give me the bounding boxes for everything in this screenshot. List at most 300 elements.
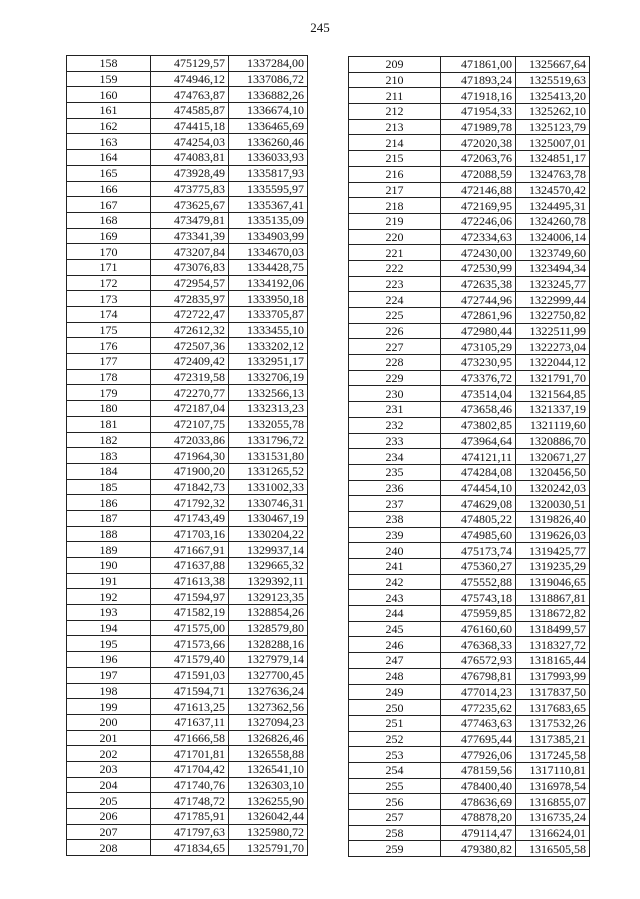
coordinates-table-left bbox=[66, 55, 308, 856]
point-number-cell: 187 bbox=[67, 510, 151, 526]
y-coordinate-cell: 1329665,32 bbox=[229, 558, 308, 574]
x-coordinate-cell: 473479,81 bbox=[151, 212, 229, 228]
point-number-cell: 167 bbox=[67, 197, 151, 213]
table-row bbox=[67, 448, 308, 464]
table-row bbox=[67, 307, 308, 323]
table-row bbox=[67, 730, 308, 746]
x-coordinate-cell: 475129,57 bbox=[151, 56, 229, 72]
point-number-cell: 240 bbox=[349, 543, 441, 559]
point-number-cell: 182 bbox=[67, 432, 151, 448]
x-coordinate-cell: 474985,60 bbox=[441, 527, 516, 543]
table-row bbox=[349, 308, 590, 324]
x-coordinate-cell: 474083,81 bbox=[151, 150, 229, 166]
table-row bbox=[67, 558, 308, 574]
table-row bbox=[67, 620, 308, 636]
table-row bbox=[349, 119, 590, 135]
y-coordinate-cell: 1336033,93 bbox=[229, 150, 308, 166]
table-row bbox=[349, 590, 590, 606]
table-row bbox=[67, 134, 308, 150]
point-number-cell: 177 bbox=[67, 354, 151, 370]
point-number-cell: 174 bbox=[67, 307, 151, 323]
point-number-cell: 203 bbox=[67, 761, 151, 777]
x-coordinate-cell: 475743,18 bbox=[441, 590, 516, 606]
y-coordinate-cell: 1319235,29 bbox=[516, 559, 590, 575]
table-row bbox=[349, 700, 590, 716]
point-number-cell: 185 bbox=[67, 479, 151, 495]
point-number-cell: 170 bbox=[67, 244, 151, 260]
table-row bbox=[67, 228, 308, 244]
table-row bbox=[349, 747, 590, 763]
y-coordinate-cell: 1330204,22 bbox=[229, 526, 308, 542]
y-coordinate-cell: 1331796,72 bbox=[229, 432, 308, 448]
y-coordinate-cell: 1320456,50 bbox=[516, 464, 590, 480]
x-coordinate-cell: 475360,27 bbox=[441, 559, 516, 575]
point-number-cell: 244 bbox=[349, 606, 441, 622]
y-coordinate-cell: 1324495,31 bbox=[516, 198, 590, 214]
table-row bbox=[349, 543, 590, 559]
point-number-cell: 166 bbox=[67, 181, 151, 197]
table-row bbox=[67, 809, 308, 825]
y-coordinate-cell: 1332951,17 bbox=[229, 354, 308, 370]
y-coordinate-cell: 1329392,11 bbox=[229, 573, 308, 589]
point-number-cell: 172 bbox=[67, 275, 151, 291]
y-coordinate-cell: 1336465,69 bbox=[229, 118, 308, 134]
table-row bbox=[67, 605, 308, 621]
y-coordinate-cell: 1317245,58 bbox=[516, 747, 590, 763]
point-number-cell: 248 bbox=[349, 668, 441, 684]
table-row bbox=[67, 526, 308, 542]
x-coordinate-cell: 471748,72 bbox=[151, 793, 229, 809]
x-coordinate-cell: 471740,76 bbox=[151, 777, 229, 793]
point-number-cell: 206 bbox=[67, 809, 151, 825]
table-row bbox=[349, 449, 590, 465]
y-coordinate-cell: 1316624,01 bbox=[516, 825, 590, 841]
point-number-cell: 210 bbox=[349, 72, 441, 88]
x-coordinate-cell: 472146,88 bbox=[441, 182, 516, 198]
table-row bbox=[67, 369, 308, 385]
table-row bbox=[67, 699, 308, 715]
y-coordinate-cell: 1335135,09 bbox=[229, 212, 308, 228]
y-coordinate-cell: 1323245,77 bbox=[516, 276, 590, 292]
table-row bbox=[349, 606, 590, 622]
table-row bbox=[67, 87, 308, 103]
point-number-cell: 226 bbox=[349, 323, 441, 339]
table-row bbox=[349, 104, 590, 120]
y-coordinate-cell: 1332055,78 bbox=[229, 416, 308, 432]
table-row bbox=[67, 542, 308, 558]
point-number-cell: 223 bbox=[349, 276, 441, 292]
table-row bbox=[349, 637, 590, 653]
point-number-cell: 189 bbox=[67, 542, 151, 558]
table-row bbox=[67, 291, 308, 307]
x-coordinate-cell: 472187,04 bbox=[151, 401, 229, 417]
x-coordinate-cell: 474121,11 bbox=[441, 449, 516, 465]
y-coordinate-cell: 1317110,81 bbox=[516, 762, 590, 778]
table-row bbox=[349, 370, 590, 386]
x-coordinate-cell: 472861,96 bbox=[441, 308, 516, 324]
y-coordinate-cell: 1330467,19 bbox=[229, 510, 308, 526]
x-coordinate-cell: 471591,03 bbox=[151, 667, 229, 683]
point-number-cell: 212 bbox=[349, 104, 441, 120]
y-coordinate-cell: 1316855,07 bbox=[516, 794, 590, 810]
y-coordinate-cell: 1322511,99 bbox=[516, 323, 590, 339]
point-number-cell: 236 bbox=[349, 480, 441, 496]
x-coordinate-cell: 474454,10 bbox=[441, 480, 516, 496]
y-coordinate-cell: 1325980,72 bbox=[229, 824, 308, 840]
point-number-cell: 205 bbox=[67, 793, 151, 809]
y-coordinate-cell: 1328579,80 bbox=[229, 620, 308, 636]
table-row bbox=[67, 793, 308, 809]
point-number-cell: 245 bbox=[349, 621, 441, 637]
x-coordinate-cell: 471582,19 bbox=[151, 605, 229, 621]
x-coordinate-cell: 472246,06 bbox=[441, 213, 516, 229]
point-number-cell: 197 bbox=[67, 667, 151, 683]
point-number-cell: 192 bbox=[67, 589, 151, 605]
x-coordinate-cell: 472169,95 bbox=[441, 198, 516, 214]
x-coordinate-cell: 471637,88 bbox=[151, 558, 229, 574]
y-coordinate-cell: 1322999,44 bbox=[516, 292, 590, 308]
point-number-cell: 196 bbox=[67, 652, 151, 668]
y-coordinate-cell: 1325262,10 bbox=[516, 104, 590, 120]
table-row bbox=[349, 166, 590, 182]
y-coordinate-cell: 1335367,41 bbox=[229, 197, 308, 213]
point-number-cell: 175 bbox=[67, 322, 151, 338]
point-number-cell: 249 bbox=[349, 684, 441, 700]
x-coordinate-cell: 472635,38 bbox=[441, 276, 516, 292]
point-number-cell: 234 bbox=[349, 449, 441, 465]
table-row bbox=[349, 151, 590, 167]
y-coordinate-cell: 1326303,10 bbox=[229, 777, 308, 793]
table-row bbox=[67, 589, 308, 605]
point-number-cell: 209 bbox=[349, 57, 441, 73]
x-coordinate-cell: 476368,33 bbox=[441, 637, 516, 653]
point-number-cell: 256 bbox=[349, 794, 441, 810]
table-row bbox=[67, 401, 308, 417]
point-number-cell: 183 bbox=[67, 448, 151, 464]
y-coordinate-cell: 1321119,60 bbox=[516, 417, 590, 433]
point-number-cell: 241 bbox=[349, 559, 441, 575]
point-number-cell: 171 bbox=[67, 259, 151, 275]
y-coordinate-cell: 1319046,65 bbox=[516, 574, 590, 590]
x-coordinate-cell: 472744,96 bbox=[441, 292, 516, 308]
table-row bbox=[67, 385, 308, 401]
table-row bbox=[349, 794, 590, 810]
table-row bbox=[67, 479, 308, 495]
x-coordinate-cell: 472020,38 bbox=[441, 135, 516, 151]
y-coordinate-cell: 1329937,14 bbox=[229, 542, 308, 558]
x-coordinate-cell: 473105,29 bbox=[441, 339, 516, 355]
table-row bbox=[67, 761, 308, 777]
x-coordinate-cell: 471900,20 bbox=[151, 463, 229, 479]
table-row bbox=[67, 56, 308, 72]
y-coordinate-cell: 1329123,35 bbox=[229, 589, 308, 605]
x-coordinate-cell: 475552,88 bbox=[441, 574, 516, 590]
y-coordinate-cell: 1327979,14 bbox=[229, 652, 308, 668]
point-number-cell: 222 bbox=[349, 260, 441, 276]
y-coordinate-cell: 1322273,04 bbox=[516, 339, 590, 355]
table-row bbox=[67, 118, 308, 134]
point-number-cell: 243 bbox=[349, 590, 441, 606]
point-number-cell: 164 bbox=[67, 150, 151, 166]
x-coordinate-cell: 471667,91 bbox=[151, 542, 229, 558]
x-coordinate-cell: 472270,77 bbox=[151, 385, 229, 401]
table-row bbox=[349, 276, 590, 292]
point-number-cell: 208 bbox=[67, 840, 151, 856]
x-coordinate-cell: 471579,40 bbox=[151, 652, 229, 668]
point-number-cell: 211 bbox=[349, 88, 441, 104]
table-row bbox=[349, 213, 590, 229]
x-coordinate-cell: 471964,30 bbox=[151, 448, 229, 464]
table-row bbox=[349, 245, 590, 261]
y-coordinate-cell: 1324851,17 bbox=[516, 151, 590, 167]
table-row bbox=[67, 510, 308, 526]
point-number-cell: 230 bbox=[349, 386, 441, 402]
x-coordinate-cell: 474254,03 bbox=[151, 134, 229, 150]
x-coordinate-cell: 472507,36 bbox=[151, 338, 229, 354]
x-coordinate-cell: 473076,83 bbox=[151, 259, 229, 275]
table-row bbox=[67, 495, 308, 511]
y-coordinate-cell: 1333202,12 bbox=[229, 338, 308, 354]
x-coordinate-cell: 477463,63 bbox=[441, 715, 516, 731]
x-coordinate-cell: 471842,73 bbox=[151, 479, 229, 495]
y-coordinate-cell: 1333950,18 bbox=[229, 291, 308, 307]
y-coordinate-cell: 1320671,27 bbox=[516, 449, 590, 465]
y-coordinate-cell: 1318165,44 bbox=[516, 653, 590, 669]
point-number-cell: 165 bbox=[67, 165, 151, 181]
table-row bbox=[67, 746, 308, 762]
x-coordinate-cell: 472409,42 bbox=[151, 354, 229, 370]
table-row bbox=[349, 762, 590, 778]
point-number-cell: 233 bbox=[349, 433, 441, 449]
y-coordinate-cell: 1323749,60 bbox=[516, 245, 590, 261]
y-coordinate-cell: 1326255,90 bbox=[229, 793, 308, 809]
table-row bbox=[67, 150, 308, 166]
y-coordinate-cell: 1328288,16 bbox=[229, 636, 308, 652]
x-coordinate-cell: 473964,64 bbox=[441, 433, 516, 449]
y-coordinate-cell: 1318867,81 bbox=[516, 590, 590, 606]
y-coordinate-cell: 1333455,10 bbox=[229, 322, 308, 338]
table-row bbox=[349, 57, 590, 73]
y-coordinate-cell: 1316978,54 bbox=[516, 778, 590, 794]
point-number-cell: 163 bbox=[67, 134, 151, 150]
x-coordinate-cell: 478878,20 bbox=[441, 810, 516, 826]
point-number-cell: 216 bbox=[349, 166, 441, 182]
y-coordinate-cell: 1334192,06 bbox=[229, 275, 308, 291]
y-coordinate-cell: 1322750,82 bbox=[516, 308, 590, 324]
point-number-cell: 257 bbox=[349, 810, 441, 826]
table-row bbox=[349, 182, 590, 198]
x-coordinate-cell: 471666,58 bbox=[151, 730, 229, 746]
x-coordinate-cell: 473775,83 bbox=[151, 181, 229, 197]
point-number-cell: 213 bbox=[349, 119, 441, 135]
point-number-cell: 158 bbox=[67, 56, 151, 72]
y-coordinate-cell: 1317837,50 bbox=[516, 684, 590, 700]
table-row bbox=[349, 715, 590, 731]
x-coordinate-cell: 478159,56 bbox=[441, 762, 516, 778]
point-number-cell: 214 bbox=[349, 135, 441, 151]
point-number-cell: 215 bbox=[349, 151, 441, 167]
point-number-cell: 247 bbox=[349, 653, 441, 669]
y-coordinate-cell: 1317385,21 bbox=[516, 731, 590, 747]
y-coordinate-cell: 1317993,99 bbox=[516, 668, 590, 684]
x-coordinate-cell: 472107,75 bbox=[151, 416, 229, 432]
x-coordinate-cell: 473625,67 bbox=[151, 197, 229, 213]
x-coordinate-cell: 479114,47 bbox=[441, 825, 516, 841]
x-coordinate-cell: 474284,08 bbox=[441, 464, 516, 480]
x-coordinate-cell: 474805,22 bbox=[441, 511, 516, 527]
x-coordinate-cell: 472334,63 bbox=[441, 229, 516, 245]
table-row bbox=[67, 275, 308, 291]
point-number-cell: 198 bbox=[67, 683, 151, 699]
point-number-cell: 200 bbox=[67, 714, 151, 730]
table-row bbox=[349, 621, 590, 637]
x-coordinate-cell: 473658,46 bbox=[441, 402, 516, 418]
table-row bbox=[349, 684, 590, 700]
y-coordinate-cell: 1324570,42 bbox=[516, 182, 590, 198]
y-coordinate-cell: 1327636,24 bbox=[229, 683, 308, 699]
point-number-cell: 237 bbox=[349, 496, 441, 512]
table-row bbox=[67, 652, 308, 668]
table-row bbox=[349, 135, 590, 151]
x-coordinate-cell: 473376,72 bbox=[441, 370, 516, 386]
y-coordinate-cell: 1321337,19 bbox=[516, 402, 590, 418]
table-row bbox=[67, 714, 308, 730]
y-coordinate-cell: 1325519,63 bbox=[516, 72, 590, 88]
x-coordinate-cell: 473928,49 bbox=[151, 165, 229, 181]
y-coordinate-cell: 1319826,40 bbox=[516, 511, 590, 527]
x-coordinate-cell: 477695,44 bbox=[441, 731, 516, 747]
table-row bbox=[67, 197, 308, 213]
y-coordinate-cell: 1316505,58 bbox=[516, 841, 590, 857]
table-row bbox=[67, 212, 308, 228]
table-row bbox=[349, 386, 590, 402]
table-row bbox=[67, 777, 308, 793]
x-coordinate-cell: 471594,71 bbox=[151, 683, 229, 699]
table-row bbox=[67, 322, 308, 338]
point-number-cell: 173 bbox=[67, 291, 151, 307]
table-row bbox=[349, 841, 590, 857]
x-coordinate-cell: 474629,08 bbox=[441, 496, 516, 512]
y-coordinate-cell: 1328854,26 bbox=[229, 605, 308, 621]
point-number-cell: 188 bbox=[67, 526, 151, 542]
point-number-cell: 178 bbox=[67, 369, 151, 385]
table-row bbox=[67, 636, 308, 652]
x-coordinate-cell: 473514,04 bbox=[441, 386, 516, 402]
x-coordinate-cell: 472063,76 bbox=[441, 151, 516, 167]
x-coordinate-cell: 475959,85 bbox=[441, 606, 516, 622]
y-coordinate-cell: 1334903,99 bbox=[229, 228, 308, 244]
y-coordinate-cell: 1316735,24 bbox=[516, 810, 590, 826]
x-coordinate-cell: 471637,11 bbox=[151, 714, 229, 730]
y-coordinate-cell: 1326826,46 bbox=[229, 730, 308, 746]
table-row bbox=[349, 198, 590, 214]
y-coordinate-cell: 1318672,82 bbox=[516, 606, 590, 622]
point-number-cell: 201 bbox=[67, 730, 151, 746]
y-coordinate-cell: 1321791,70 bbox=[516, 370, 590, 386]
y-coordinate-cell: 1324260,78 bbox=[516, 213, 590, 229]
y-coordinate-cell: 1334670,03 bbox=[229, 244, 308, 260]
point-number-cell: 251 bbox=[349, 715, 441, 731]
point-number-cell: 225 bbox=[349, 308, 441, 324]
point-number-cell: 169 bbox=[67, 228, 151, 244]
x-coordinate-cell: 471785,91 bbox=[151, 809, 229, 825]
point-number-cell: 253 bbox=[349, 747, 441, 763]
table-row bbox=[67, 103, 308, 119]
table-row bbox=[349, 355, 590, 371]
y-coordinate-cell: 1337086,72 bbox=[229, 71, 308, 87]
x-coordinate-cell: 471613,25 bbox=[151, 699, 229, 715]
point-number-cell: 217 bbox=[349, 182, 441, 198]
table-row bbox=[67, 165, 308, 181]
point-number-cell: 220 bbox=[349, 229, 441, 245]
x-coordinate-cell: 478636,69 bbox=[441, 794, 516, 810]
table-row bbox=[349, 480, 590, 496]
point-number-cell: 195 bbox=[67, 636, 151, 652]
point-number-cell: 227 bbox=[349, 339, 441, 355]
y-coordinate-cell: 1321564,85 bbox=[516, 386, 590, 402]
table-row bbox=[349, 496, 590, 512]
x-coordinate-cell: 472954,57 bbox=[151, 275, 229, 291]
x-coordinate-cell: 476572,93 bbox=[441, 653, 516, 669]
table-row bbox=[67, 432, 308, 448]
table-row bbox=[67, 824, 308, 840]
point-number-cell: 246 bbox=[349, 637, 441, 653]
table-row bbox=[349, 323, 590, 339]
y-coordinate-cell: 1318499,57 bbox=[516, 621, 590, 637]
x-coordinate-cell: 473230,95 bbox=[441, 355, 516, 371]
y-coordinate-cell: 1333705,87 bbox=[229, 307, 308, 323]
y-coordinate-cell: 1319425,77 bbox=[516, 543, 590, 559]
y-coordinate-cell: 1324006,14 bbox=[516, 229, 590, 245]
table-row bbox=[67, 338, 308, 354]
table-row bbox=[349, 825, 590, 841]
y-coordinate-cell: 1335595,97 bbox=[229, 181, 308, 197]
point-number-cell: 258 bbox=[349, 825, 441, 841]
point-number-cell: 180 bbox=[67, 401, 151, 417]
x-coordinate-cell: 477014,23 bbox=[441, 684, 516, 700]
x-coordinate-cell: 471575,00 bbox=[151, 620, 229, 636]
y-coordinate-cell: 1320030,51 bbox=[516, 496, 590, 512]
y-coordinate-cell: 1331265,52 bbox=[229, 463, 308, 479]
point-number-cell: 199 bbox=[67, 699, 151, 715]
table-row bbox=[349, 339, 590, 355]
y-coordinate-cell: 1320886,70 bbox=[516, 433, 590, 449]
x-coordinate-cell: 476798,81 bbox=[441, 668, 516, 684]
table-row bbox=[67, 416, 308, 432]
table-row bbox=[349, 653, 590, 669]
y-coordinate-cell: 1335817,93 bbox=[229, 165, 308, 181]
x-coordinate-cell: 475173,74 bbox=[441, 543, 516, 559]
x-coordinate-cell: 472430,00 bbox=[441, 245, 516, 261]
point-number-cell: 159 bbox=[67, 71, 151, 87]
x-coordinate-cell: 471704,42 bbox=[151, 761, 229, 777]
table-row bbox=[349, 229, 590, 245]
y-coordinate-cell: 1330746,31 bbox=[229, 495, 308, 511]
table-row bbox=[349, 559, 590, 575]
y-coordinate-cell: 1326042,44 bbox=[229, 809, 308, 825]
point-number-cell: 229 bbox=[349, 370, 441, 386]
point-number-cell: 176 bbox=[67, 338, 151, 354]
y-coordinate-cell: 1331002,33 bbox=[229, 479, 308, 495]
point-number-cell: 207 bbox=[67, 824, 151, 840]
point-number-cell: 181 bbox=[67, 416, 151, 432]
table-row bbox=[67, 463, 308, 479]
point-number-cell: 179 bbox=[67, 385, 151, 401]
y-coordinate-cell: 1336882,26 bbox=[229, 87, 308, 103]
y-coordinate-cell: 1317532,26 bbox=[516, 715, 590, 731]
y-coordinate-cell: 1325791,70 bbox=[229, 840, 308, 856]
point-number-cell: 168 bbox=[67, 212, 151, 228]
